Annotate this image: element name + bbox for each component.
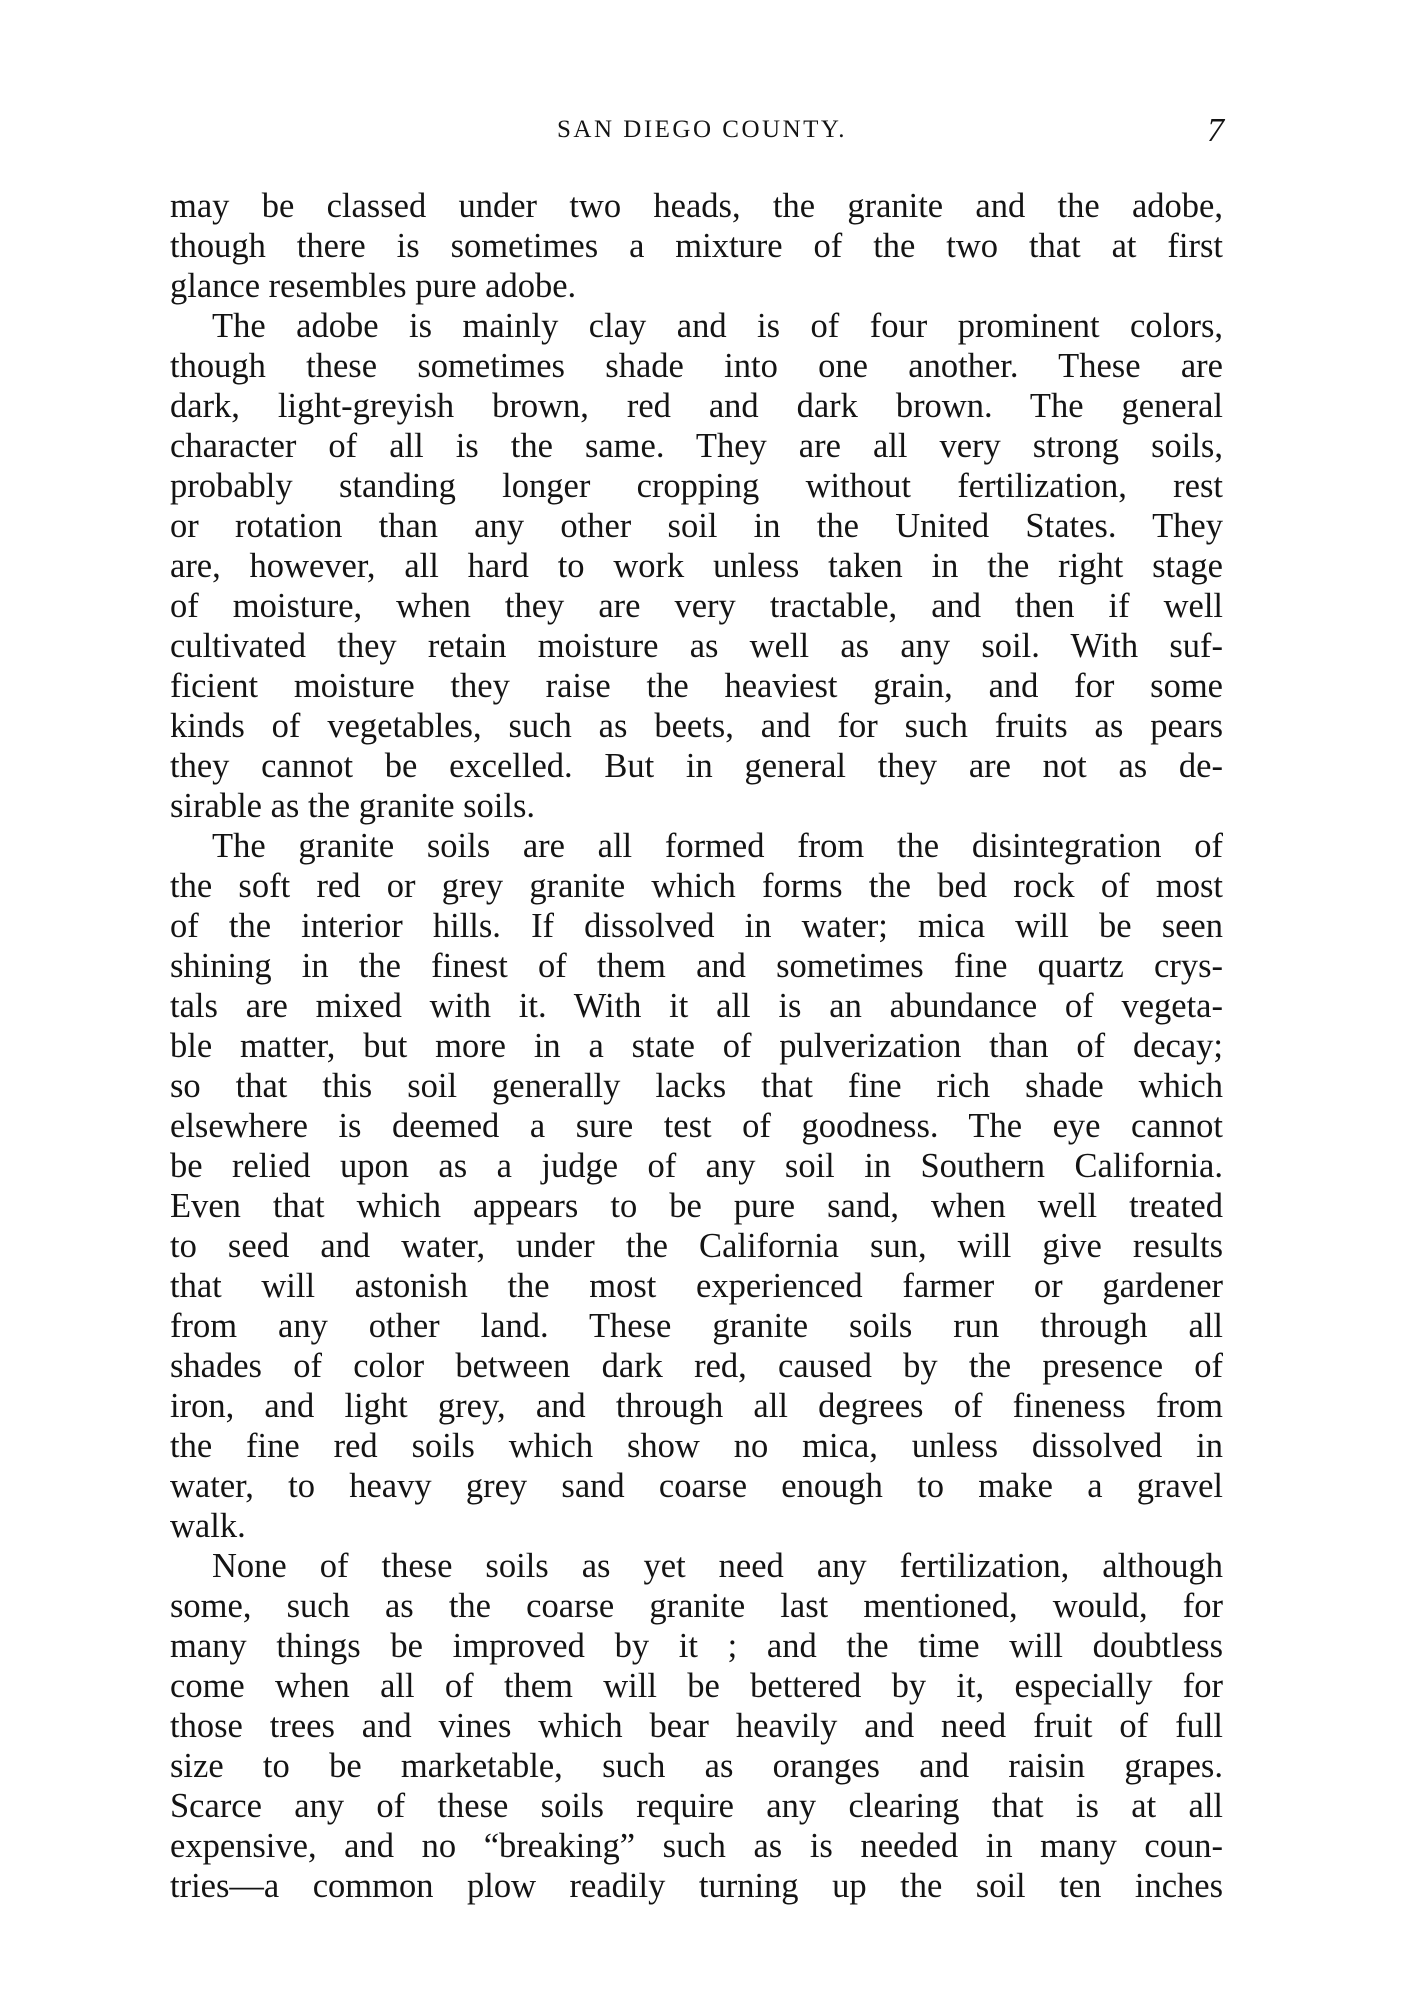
text-line: cultivated they retain moisture as well as any soil. With suf- — [170, 627, 1223, 665]
page-number: 7 — [1207, 112, 1224, 149]
text-line: of moisture, when they are very tractable, and then if well — [170, 587, 1223, 625]
text-line: some, such as the coarse granite last mentioned, would, for — [170, 1587, 1223, 1625]
running-title: SAN DIEGO COUNTY. — [557, 116, 847, 143]
text-line: are, however, all hard to work unless taken in the right stage — [170, 547, 1223, 585]
text-line: shining in the finest of them and sometimes fine quartz crys- — [170, 947, 1223, 985]
text-line: they cannot be excelled. But in general they are not as de- — [170, 747, 1223, 785]
text-line: Even that which appears to be pure sand, when well treated — [170, 1187, 1223, 1225]
text-line: that will astonish the most experienced farmer or gardener — [170, 1267, 1223, 1305]
text-line: be relied upon as a judge of any soil in Southern California. — [170, 1147, 1223, 1185]
text-line: expensive, and no “breaking” such as is needed in many coun- — [170, 1827, 1223, 1865]
text-line: probably standing longer cropping without fertilization, rest — [170, 467, 1223, 505]
text-line: None of these soils as yet need any fertilization, although — [212, 1547, 1223, 1585]
text-line: those trees and vines which bear heavily and need fruit of full — [170, 1707, 1223, 1745]
text-line: The adobe is mainly clay and is of four prominent colors, — [212, 307, 1223, 345]
text-line: The granite soils are all formed from the disintegration of — [212, 827, 1223, 865]
text-line: of the interior hills. If dissolved in water; mica will be seen — [170, 907, 1223, 945]
text-line: though there is sometimes a mixture of the two that at first — [170, 227, 1223, 265]
text-line: many things be improved by it ; and the time will doubtless — [170, 1627, 1223, 1665]
body-text — [170, 186, 1223, 1906]
text-line: so that this soil generally lacks that fine rich shade which — [170, 1067, 1223, 1105]
text-line: elsewhere is deemed a sure test of goodness. The eye cannot — [170, 1107, 1223, 1145]
text-line: walk. — [170, 1507, 246, 1545]
text-line: sirable as the granite soils. — [170, 787, 536, 825]
text-line: kinds of vegetables, such as beets, and for such fruits as pears — [170, 707, 1223, 745]
text-line: Scarce any of these soils require any clearing that is at all — [170, 1787, 1223, 1825]
text-line: tries—a common plow readily turning up the soil ten inches — [170, 1867, 1223, 1905]
running-head — [170, 112, 1234, 152]
text-line: the fine red soils which show no mica, unless dissolved in — [170, 1427, 1223, 1465]
text-line: tals are mixed with it. With it all is an abundance of vegeta- — [170, 987, 1223, 1025]
text-line: come when all of them will be bettered by it, especially for — [170, 1667, 1223, 1705]
text-line: ficient moisture they raise the heaviest grain, and for some — [170, 667, 1223, 705]
text-line: or rotation than any other soil in the United States. They — [170, 507, 1223, 545]
text-line: though these sometimes shade into one another. These are — [170, 347, 1223, 385]
text-line: size to be marketable, such as oranges and raisin grapes. — [170, 1747, 1223, 1785]
text-line: ble matter, but more in a state of pulverization than of decay; — [170, 1027, 1223, 1065]
text-line: dark, light-greyish brown, red and dark brown. The general — [170, 387, 1223, 425]
text-line: water, to heavy grey sand coarse enough to make a gravel — [170, 1467, 1223, 1505]
text-line: iron, and light grey, and through all degrees of fineness from — [170, 1387, 1223, 1425]
text-line: shades of color between dark red, caused by the presence of — [170, 1347, 1223, 1385]
text-line: to seed and water, under the California sun, will give results — [170, 1227, 1223, 1265]
text-line: from any other land. These granite soils run through all — [170, 1307, 1223, 1345]
text-line: character of all is the same. They are all very strong soils, — [170, 427, 1223, 465]
text-line: glance resembles pure adobe. — [170, 267, 577, 305]
text-line: may be classed under two heads, the granite and the adobe, — [170, 187, 1223, 225]
text-line: the soft red or grey granite which forms the bed rock of most — [170, 867, 1223, 905]
